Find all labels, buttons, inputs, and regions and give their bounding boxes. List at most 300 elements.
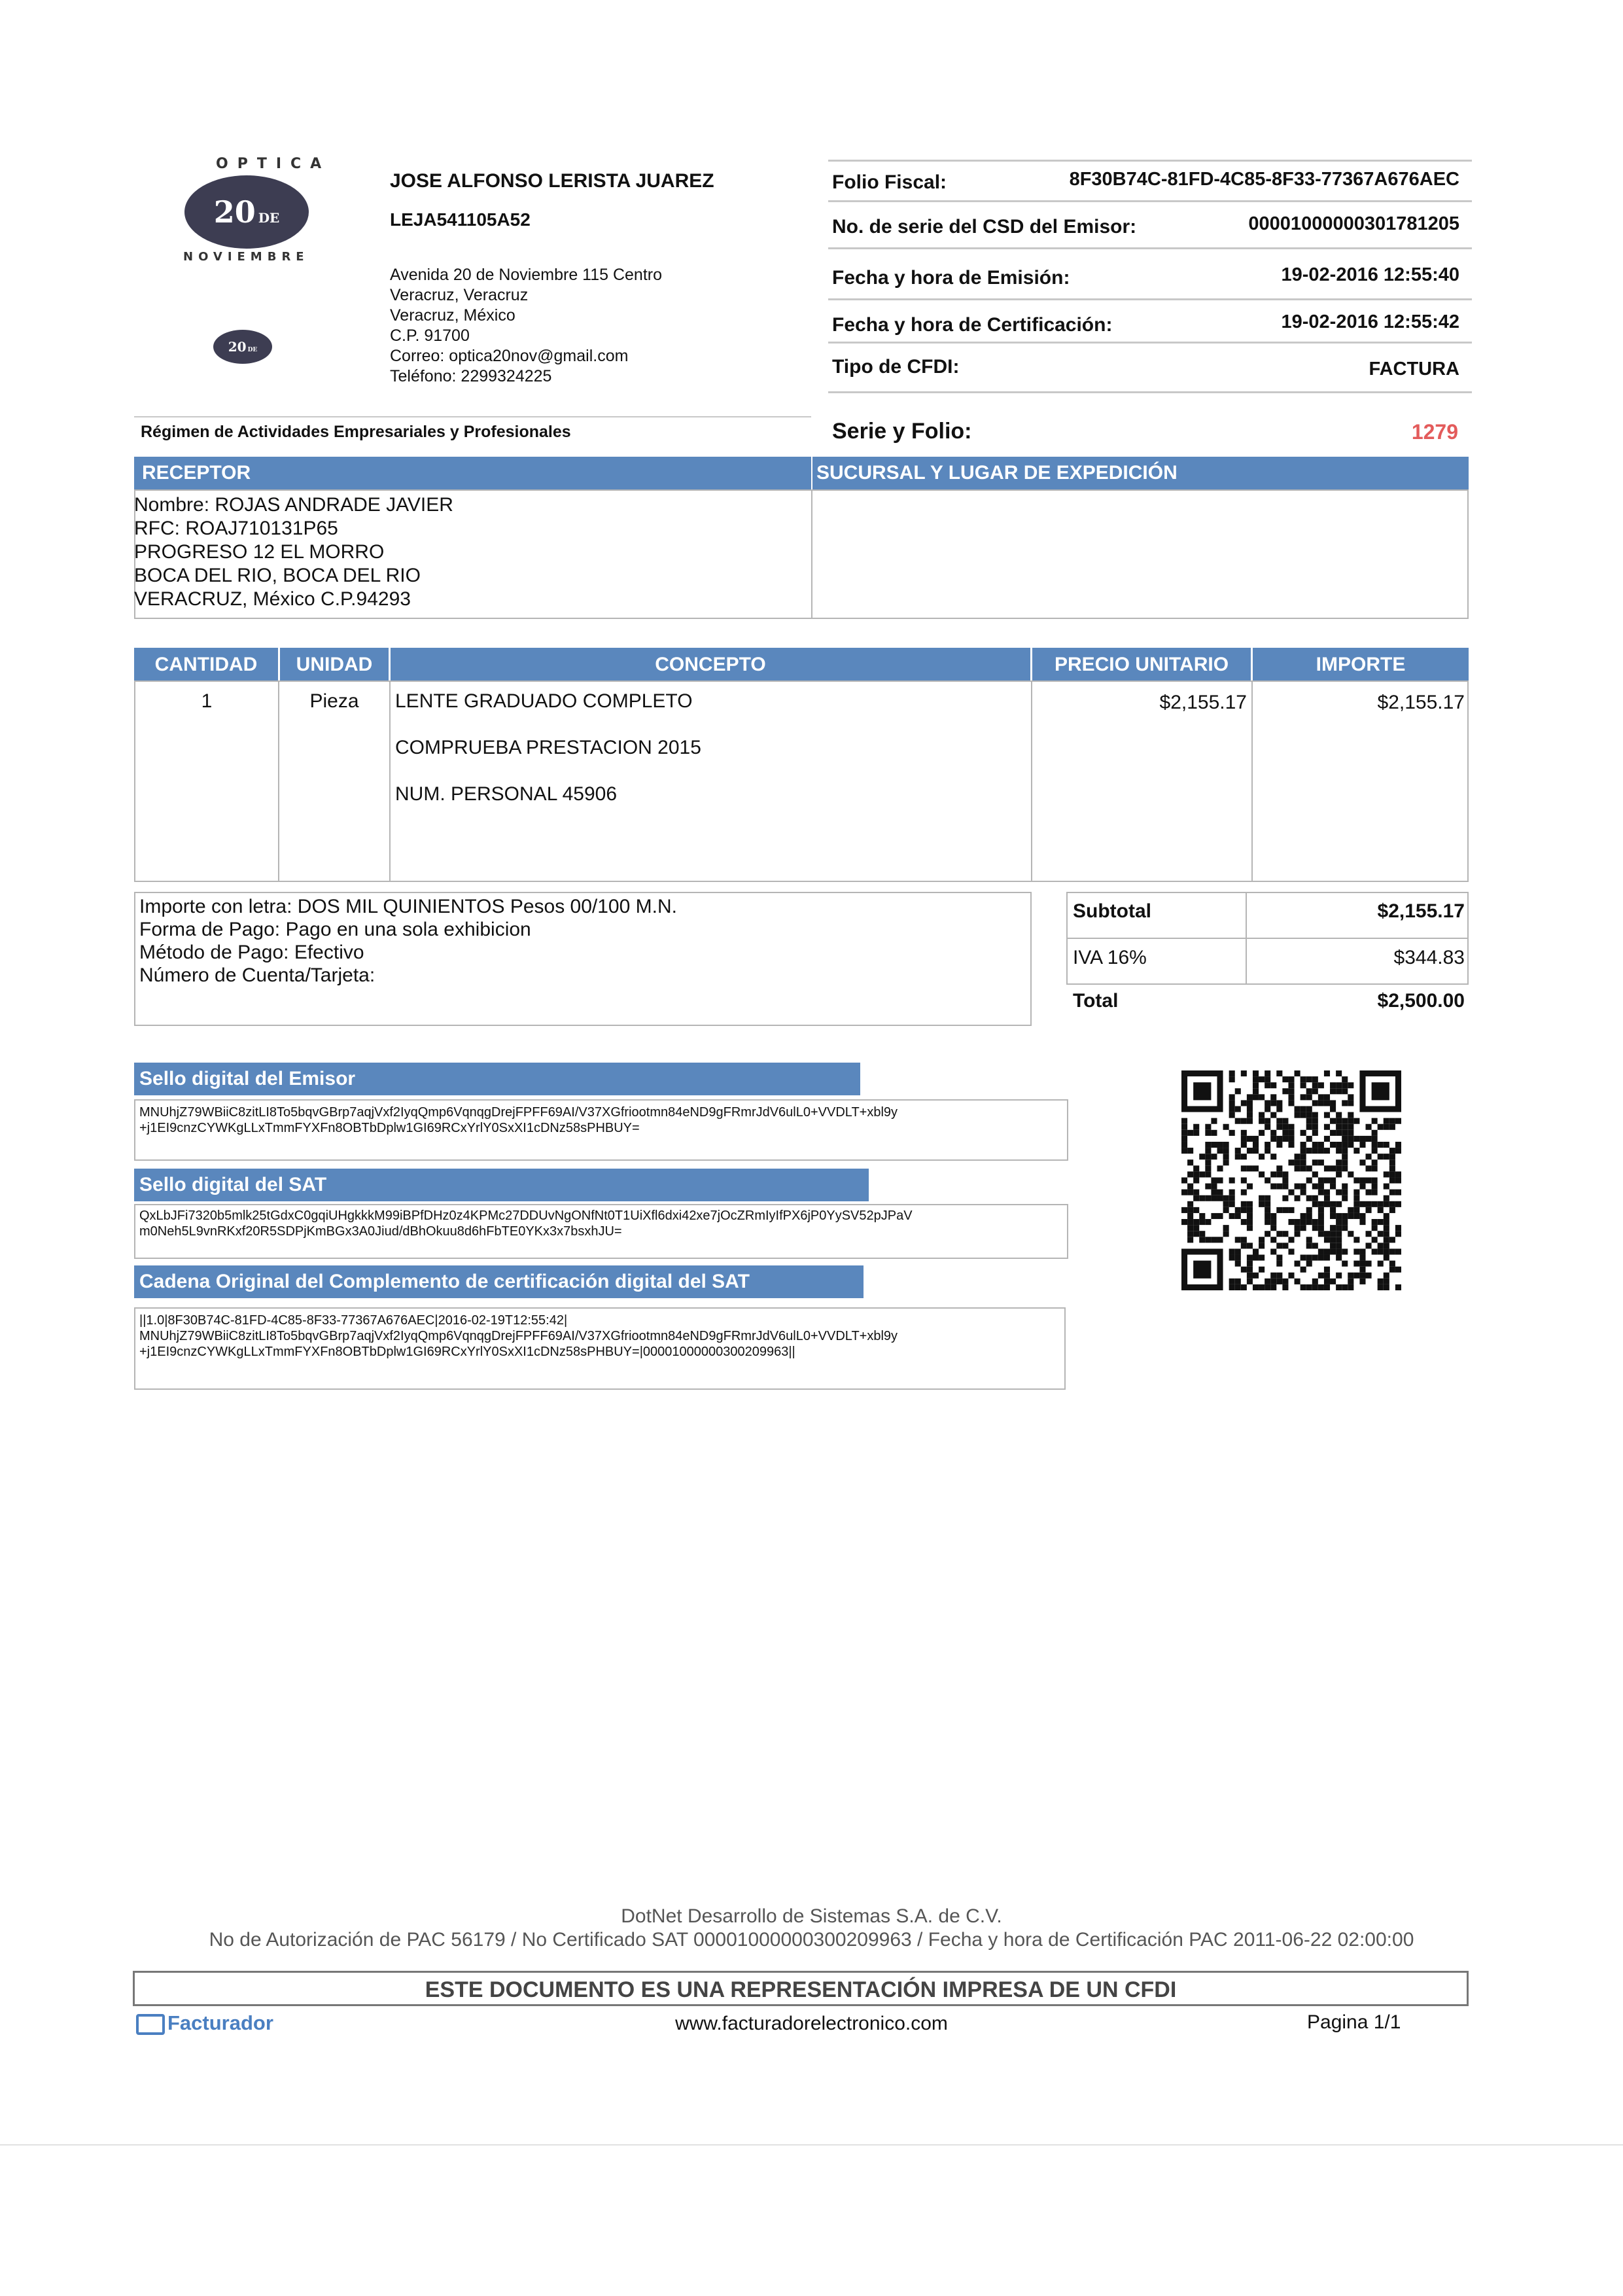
- qr-module: [1318, 1100, 1324, 1106]
- qr-module: [1312, 1195, 1318, 1201]
- qr-module: [1348, 1130, 1353, 1136]
- qr-module: [1330, 1279, 1336, 1284]
- qr-module: [1342, 1213, 1348, 1219]
- qr-module: [1259, 1201, 1265, 1207]
- qr-module: [1247, 1201, 1253, 1207]
- sucursal-header: SUCURSAL Y LUGAR DE EXPEDICIÓN: [812, 457, 1469, 489]
- qr-module: [1336, 1142, 1342, 1148]
- qr-module: [1276, 1243, 1282, 1248]
- qr-module: [1342, 1225, 1348, 1231]
- qr-module: [1330, 1248, 1336, 1254]
- footer-website[interactable]: www.facturadorelectronico.com: [675, 2013, 948, 2034]
- qr-module: [1306, 1148, 1312, 1154]
- sello-sat-header: Sello digital del SAT: [134, 1169, 869, 1201]
- qr-module: [1235, 1279, 1241, 1284]
- qr-module: [1378, 1248, 1384, 1254]
- qr-module: [1300, 1112, 1306, 1118]
- subtotal-label: Subtotal: [1073, 900, 1151, 922]
- qr-module: [1348, 1082, 1353, 1088]
- qr-module: [1378, 1279, 1384, 1284]
- qr-module: [1270, 1171, 1276, 1177]
- qr-module: [1229, 1190, 1235, 1195]
- qr-module: [1312, 1201, 1318, 1207]
- qr-module: [1306, 1255, 1312, 1261]
- qr-module: [1193, 1225, 1199, 1231]
- total-value: $2,500.00: [1377, 990, 1465, 1012]
- qr-module: [1330, 1088, 1336, 1094]
- qr-module: [1288, 1136, 1294, 1142]
- qr-module: [1342, 1118, 1348, 1124]
- qr-module: [1389, 1248, 1395, 1254]
- qr-module: [1235, 1237, 1241, 1243]
- qr-module: [1282, 1136, 1288, 1142]
- qr-module: [1389, 1207, 1395, 1213]
- qr-module: [1282, 1088, 1288, 1094]
- qr-module: [1366, 1207, 1372, 1213]
- qr-module: [1229, 1106, 1235, 1112]
- qr-module: [1342, 1219, 1348, 1225]
- qr-module: [1336, 1237, 1342, 1243]
- qr-module: [1288, 1273, 1294, 1279]
- qr-module: [1217, 1195, 1223, 1201]
- qr-module: [1253, 1284, 1259, 1290]
- qr-module: [1324, 1148, 1330, 1154]
- qr-module: [1306, 1219, 1312, 1225]
- qr-module: [1205, 1171, 1211, 1177]
- qr-module: [1336, 1082, 1342, 1088]
- qr-module: [1253, 1070, 1259, 1076]
- qr-module: [1336, 1148, 1342, 1154]
- qr-module: [1288, 1207, 1294, 1213]
- serie-folio-value: 1279: [1411, 420, 1458, 444]
- qr-module: [1247, 1136, 1253, 1142]
- qr-module: [1312, 1088, 1318, 1094]
- folio-fiscal-value: 8F30B74C-81FD-4C85-8F33-77367A676AEC: [1069, 169, 1459, 190]
- qr-module: [1359, 1159, 1365, 1165]
- qr-module: [1324, 1284, 1330, 1290]
- qr-module: [1253, 1248, 1259, 1254]
- qr-module: [1300, 1267, 1306, 1273]
- qr-module: [1276, 1118, 1282, 1124]
- qr-module: [1276, 1207, 1282, 1213]
- qr-module: [1372, 1248, 1378, 1254]
- qr-module: [1241, 1165, 1247, 1171]
- qr-module: [1187, 1184, 1193, 1190]
- qr-module: [1205, 1219, 1211, 1225]
- qr-module: [1247, 1100, 1253, 1106]
- qr-module: [1229, 1279, 1235, 1284]
- qr-module: [1295, 1219, 1300, 1225]
- qr-module: [1300, 1213, 1306, 1219]
- qr-module: [1300, 1225, 1306, 1231]
- qr-module: [1378, 1124, 1384, 1130]
- qr-module: [1282, 1279, 1288, 1284]
- qr-module: [1378, 1219, 1384, 1225]
- qr-module: [1306, 1177, 1312, 1183]
- qr-module: [1223, 1154, 1229, 1159]
- qr-module: [1336, 1248, 1342, 1254]
- qr-module: [1300, 1082, 1306, 1088]
- qr-module: [1384, 1171, 1389, 1177]
- qr-module: [1312, 1076, 1318, 1082]
- qr-module: [1324, 1190, 1330, 1195]
- qr-module: [1193, 1177, 1199, 1183]
- qr-module: [1259, 1130, 1265, 1136]
- cfdi-type-label: Tipo de CFDI:: [832, 356, 960, 378]
- qr-module: [1295, 1070, 1300, 1076]
- qr-module: [1342, 1088, 1348, 1094]
- qr-module: [1384, 1213, 1389, 1219]
- qr-module: [1259, 1284, 1265, 1290]
- qr-module: [1253, 1136, 1259, 1142]
- qr-module: [1265, 1148, 1270, 1154]
- qr-module: [1247, 1255, 1253, 1261]
- emission-date-label: Fecha y hora de Emisión:: [832, 267, 1070, 289]
- qr-module: [1229, 1201, 1235, 1207]
- col-header-unidad: UNIDAD: [280, 648, 389, 680]
- qr-module: [1318, 1148, 1324, 1154]
- qr-module: [1223, 1142, 1229, 1148]
- qr-module: [1181, 1118, 1187, 1124]
- qr-module: [1372, 1159, 1378, 1165]
- qr-module: [1181, 1219, 1187, 1225]
- qr-module: [1378, 1207, 1384, 1213]
- qr-code: [1181, 1070, 1401, 1290]
- qr-module: [1223, 1225, 1229, 1231]
- qr-module: [1295, 1279, 1300, 1284]
- qr-module: [1288, 1100, 1294, 1106]
- qr-module: [1312, 1243, 1318, 1248]
- qr-module: [1193, 1261, 1211, 1279]
- qr-module: [1300, 1219, 1306, 1225]
- qr-module: [1211, 1154, 1217, 1159]
- qr-module: [1282, 1177, 1288, 1183]
- qr-module: [1348, 1231, 1353, 1237]
- qr-module: [1288, 1159, 1294, 1165]
- qr-module: [1306, 1124, 1312, 1130]
- qr-module: [1384, 1243, 1389, 1248]
- receptor-rfc: RFC: ROAJ710131P65: [134, 518, 338, 539]
- qr-module: [1306, 1165, 1312, 1171]
- qr-module: [1318, 1207, 1324, 1213]
- qr-module: [1384, 1118, 1389, 1124]
- qr-module: [1372, 1237, 1378, 1243]
- qr-module: [1324, 1177, 1330, 1183]
- qr-module: [1348, 1136, 1353, 1142]
- qr-module: [1205, 1130, 1211, 1136]
- item-concepto-line-3: NUM. PERSONAL 45906: [395, 783, 618, 805]
- qr-module: [1336, 1171, 1342, 1177]
- qr-module: [1187, 1207, 1193, 1213]
- qr-module: [1366, 1154, 1372, 1159]
- qr-module: [1247, 1165, 1253, 1171]
- qr-module: [1241, 1070, 1247, 1076]
- qr-module: [1312, 1118, 1318, 1124]
- qr-module: [1247, 1213, 1253, 1219]
- qr-module: [1342, 1136, 1348, 1142]
- qr-module: [1235, 1261, 1241, 1267]
- qr-module: [1205, 1154, 1211, 1159]
- qr-module: [1312, 1279, 1318, 1284]
- qr-module: [1282, 1184, 1288, 1190]
- qr-module: [1288, 1076, 1294, 1082]
- qr-module: [1259, 1195, 1265, 1201]
- qr-module: [1253, 1255, 1259, 1261]
- qr-module: [1384, 1255, 1389, 1261]
- qr-module: [1324, 1248, 1330, 1254]
- logo-de: DE: [258, 210, 280, 226]
- qr-module: [1235, 1284, 1241, 1290]
- qr-module: [1259, 1255, 1265, 1261]
- qr-module: [1300, 1106, 1306, 1112]
- qr-module: [1306, 1213, 1312, 1219]
- qr-module: [1282, 1195, 1288, 1201]
- qr-module: [1187, 1148, 1193, 1154]
- qr-module: [1372, 1177, 1378, 1183]
- qr-module: [1318, 1159, 1324, 1165]
- qr-module: [1217, 1165, 1223, 1171]
- qr-module: [1348, 1279, 1353, 1284]
- qr-module: [1288, 1248, 1294, 1254]
- logo-number: 20: [213, 194, 256, 230]
- qr-module: [1229, 1130, 1235, 1136]
- qr-module: [1318, 1255, 1324, 1261]
- qr-module: [1211, 1190, 1217, 1195]
- payment-details: [139, 895, 677, 987]
- qr-module: [1288, 1237, 1294, 1243]
- qr-module: [1366, 1261, 1372, 1267]
- item-unidad: Pieza: [309, 690, 359, 712]
- qr-module: [1187, 1213, 1193, 1219]
- qr-module: [1181, 1142, 1187, 1148]
- page-number: Pagina 1/1: [1307, 2011, 1401, 2033]
- qr-module: [1235, 1106, 1241, 1112]
- qr-module: [1342, 1248, 1348, 1254]
- qr-module: [1384, 1195, 1389, 1201]
- qr-module: [1306, 1112, 1312, 1118]
- qr-module: [1247, 1112, 1253, 1118]
- account-number: Número de Cuenta/Tarjeta:: [139, 964, 375, 986]
- qr-module: [1259, 1154, 1265, 1159]
- qr-module: [1324, 1165, 1330, 1171]
- receptor-details: Nombre: ROJAS ANDRADE JAVIER RFC: ROAJ710131P65 PROGRESO 12 EL MORRO BOCA DEL RIO, BOCA DEL RIO VERACRUZ, México C.P.94293: [134, 494, 453, 610]
- qr-module: [1306, 1195, 1312, 1201]
- qr-module: [1353, 1273, 1359, 1279]
- cadena-original-header: Cadena Original del Complemento de certificación digital del SAT: [134, 1265, 864, 1298]
- qr-module: [1389, 1154, 1395, 1159]
- qr-module: [1276, 1255, 1282, 1261]
- qr-module: [1312, 1255, 1318, 1261]
- qr-module: [1229, 1213, 1235, 1219]
- qr-module: [1181, 1136, 1187, 1142]
- qr-module: [1348, 1171, 1353, 1177]
- qr-module: [1199, 1154, 1205, 1159]
- qr-module: [1265, 1279, 1270, 1284]
- payment-form: Forma de Pago: Pago en una sola exhibicion: [139, 919, 531, 940]
- logo-arc-top: OPTICA: [216, 156, 331, 172]
- qr-module: [1235, 1088, 1241, 1094]
- qr-module: [1389, 1165, 1395, 1171]
- qr-module: [1282, 1284, 1288, 1290]
- qr-module: [1223, 1124, 1229, 1130]
- qr-module: [1288, 1088, 1294, 1094]
- qr-module: [1372, 1225, 1378, 1231]
- qr-module: [1193, 1219, 1199, 1225]
- qr-module: [1348, 1100, 1353, 1106]
- qr-module: [1359, 1267, 1365, 1273]
- qr-module: [1378, 1154, 1384, 1159]
- qr-module: [1342, 1076, 1348, 1082]
- qr-module: [1366, 1231, 1372, 1237]
- qr-module: [1336, 1112, 1342, 1118]
- qr-module: [1276, 1171, 1282, 1177]
- qr-module: [1265, 1231, 1270, 1237]
- qr-module: [1324, 1273, 1330, 1279]
- qr-module: [1342, 1261, 1348, 1267]
- qr-module: [1276, 1261, 1282, 1267]
- qr-module: [1306, 1207, 1312, 1213]
- qr-module: [1324, 1255, 1330, 1261]
- qr-module: [1336, 1201, 1342, 1207]
- qr-module: [1295, 1231, 1300, 1237]
- qr-module: [1235, 1255, 1241, 1261]
- iva-label: IVA 16%: [1073, 947, 1147, 968]
- qr-module: [1253, 1076, 1259, 1082]
- qr-module: [1247, 1273, 1253, 1279]
- qr-module: [1282, 1243, 1288, 1248]
- item-precio: $2,155.17: [1159, 692, 1247, 713]
- logo-oval: [184, 175, 309, 249]
- qr-module: [1205, 1124, 1211, 1130]
- footer-brand: Facturador: [136, 2011, 273, 2035]
- qr-module: [1288, 1190, 1294, 1195]
- qr-module: [1359, 1142, 1365, 1148]
- qr-module: [1324, 1094, 1330, 1100]
- qr-module: [1306, 1237, 1312, 1243]
- qr-module: [1229, 1195, 1235, 1201]
- qr-module: [1330, 1207, 1336, 1213]
- qr-module: [1366, 1243, 1372, 1248]
- qr-module: [1217, 1142, 1223, 1148]
- qr-module: [1276, 1136, 1282, 1142]
- qr-module: [1300, 1165, 1306, 1171]
- qr-module: [1288, 1142, 1294, 1148]
- qr-module: [1205, 1195, 1211, 1201]
- qr-module: [1229, 1070, 1235, 1076]
- qr-module: [1395, 1118, 1401, 1124]
- qr-module: [1300, 1284, 1306, 1290]
- qr-module: [1384, 1219, 1389, 1225]
- logo-arc-bottom: NOVIEMBRE: [183, 250, 309, 264]
- qr-module: [1389, 1177, 1395, 1183]
- qr-module: [1241, 1237, 1247, 1243]
- qr-module: [1205, 1237, 1211, 1243]
- qr-module: [1300, 1142, 1306, 1148]
- qr-module: [1348, 1207, 1353, 1213]
- qr-module: [1312, 1159, 1318, 1165]
- qr-module: [1353, 1195, 1359, 1201]
- qr-module: [1318, 1201, 1324, 1207]
- qr-module: [1276, 1231, 1282, 1237]
- qr-module: [1366, 1190, 1372, 1195]
- qr-module: [1324, 1237, 1330, 1243]
- qr-module: [1223, 1148, 1229, 1154]
- qr-module: [1181, 1207, 1187, 1213]
- qr-module: [1353, 1201, 1359, 1207]
- qr-module: [1384, 1201, 1389, 1207]
- qr-module: [1395, 1248, 1401, 1254]
- qr-module: [1395, 1148, 1401, 1154]
- qr-module: [1318, 1213, 1324, 1219]
- emitter-rfc: LEJA541105A52: [390, 209, 531, 230]
- qr-module: [1270, 1082, 1276, 1088]
- qr-module: [1241, 1142, 1247, 1148]
- qr-module: [1235, 1148, 1241, 1154]
- qr-module: [1336, 1190, 1342, 1195]
- qr-module: [1342, 1148, 1348, 1154]
- qr-module: [1389, 1124, 1395, 1130]
- qr-module: [1295, 1106, 1300, 1112]
- qr-module: [1395, 1142, 1401, 1148]
- qr-module: [1241, 1219, 1247, 1225]
- qr-module: [1300, 1154, 1306, 1159]
- qr-module: [1300, 1159, 1306, 1165]
- qr-module: [1259, 1118, 1265, 1124]
- qr-module: [1217, 1213, 1223, 1219]
- qr-module: [1336, 1159, 1342, 1165]
- qr-module: [1318, 1231, 1324, 1237]
- qr-module: [1330, 1184, 1336, 1190]
- qr-module: [1395, 1231, 1401, 1237]
- qr-module: [1378, 1142, 1384, 1148]
- qr-module: [1235, 1248, 1241, 1254]
- qr-module: [1372, 1201, 1378, 1207]
- qr-module: [1384, 1225, 1389, 1231]
- qr-module: [1312, 1219, 1318, 1225]
- qr-module: [1330, 1118, 1336, 1124]
- qr-module: [1276, 1273, 1282, 1279]
- qr-module: [1330, 1213, 1336, 1219]
- receptor-name: Nombre: ROJAS ANDRADE JAVIER: [134, 494, 453, 516]
- qr-module: [1241, 1100, 1247, 1106]
- qr-module: [1372, 1118, 1378, 1124]
- qr-module: [1235, 1154, 1241, 1159]
- qr-module: [1247, 1207, 1253, 1213]
- qr-module: [1229, 1100, 1235, 1106]
- qr-module: [1229, 1112, 1235, 1118]
- qr-module: [1181, 1190, 1187, 1195]
- footer-authorization: No de Autorización de PAC 56179 / No Certificado SAT 00001000000300209963 / Fecha y hora de Certificación PAC 2011-06-22 02:00:00: [209, 1929, 1414, 1951]
- qr-module: [1253, 1165, 1259, 1171]
- qr-module: [1384, 1248, 1389, 1254]
- qr-module: [1253, 1094, 1259, 1100]
- qr-module: [1336, 1284, 1342, 1290]
- qr-module: [1193, 1124, 1199, 1130]
- qr-module: [1229, 1094, 1235, 1100]
- qr-module: [1318, 1219, 1324, 1225]
- qr-module: [1300, 1190, 1306, 1195]
- qr-module: [1295, 1225, 1300, 1231]
- qr-module: [1211, 1237, 1217, 1243]
- qr-module: [1342, 1130, 1348, 1136]
- qr-module: [1229, 1177, 1235, 1183]
- qr-module: [1330, 1231, 1336, 1237]
- qr-module: [1223, 1159, 1229, 1165]
- qr-module: [1270, 1237, 1276, 1243]
- qr-module: [1235, 1207, 1241, 1213]
- qr-module: [1270, 1184, 1276, 1190]
- qr-module: [1395, 1201, 1401, 1207]
